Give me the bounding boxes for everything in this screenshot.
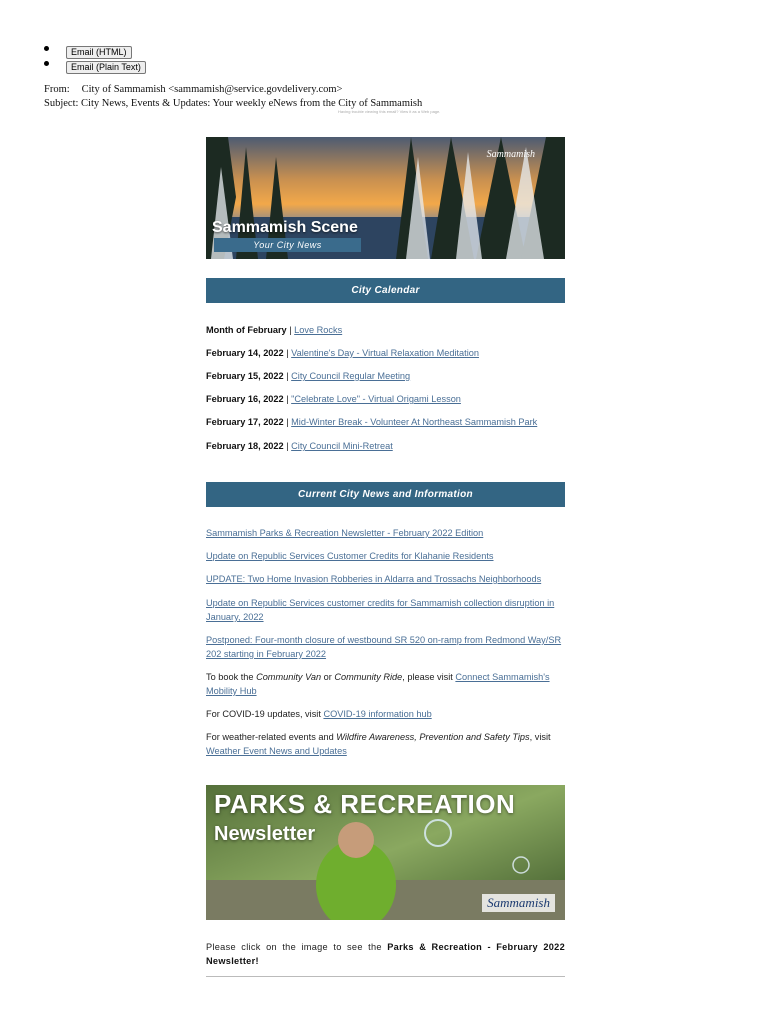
community-van-text [206,670,565,698]
van-text-pre: To book the [206,672,257,682]
parks-caption-bold: Parks & Recreation - February 2022 Newsletter! [206,942,565,966]
covid-text [206,707,565,721]
calendar-event-link[interactable]: Mid-Winter Break - Volunteer At Northeast Sammamish Park [291,417,538,427]
newsletter-title: Newsletter [214,823,316,845]
sammamish-scene-banner[interactable] [206,137,565,259]
news-link[interactable]: UPDATE: Two Home Invasion Robberies in Aldarra and Trossachs Neighborhoods [206,574,542,584]
calendar-date: February 18, 2022 [206,441,284,451]
calendar-item: February 18, 2022 | City Council Mini-Retreat [206,441,393,451]
news-item [206,549,565,563]
divider [206,976,565,977]
news-item [206,572,565,586]
covid-hub-link[interactable]: COVID-19 information hub [323,709,432,719]
format-item [56,57,146,71]
weather-news-link[interactable]: Weather Event News and Updates [206,746,347,756]
calendar-event-link[interactable]: City Council Regular Meeting [291,371,411,381]
weather-text-pre: For weather-related events and [206,732,337,742]
format-list [56,42,146,72]
parks-logo: Sammamish [482,894,555,912]
email-plain-text-button[interactable]: Email (Plain Text) [66,61,146,74]
parks-title: PARKS & RECREATION [214,789,516,819]
subject-value: City News, Events & Updates: Your weekly eNews from the City of Sammamish [81,98,423,109]
parks-newsletter-banner[interactable] [206,785,565,920]
calendar-event-link[interactable]: Love Rocks [294,325,343,335]
weather-text [206,730,565,758]
calendar-event-link[interactable]: Valentine's Day - Virtual Relaxation Meditation [291,348,479,358]
city-news-heading: Current City News and Information [206,482,565,507]
parks-caption [206,940,565,968]
from-line [44,84,342,95]
news-item [206,596,565,624]
calendar-item: Month of February | Love Rocks [206,325,343,335]
calendar-date: February 15, 2022 [206,371,284,381]
format-item [56,42,146,56]
subject-line [44,98,422,109]
news-item [206,526,565,540]
from-label: From: [44,84,70,95]
city-calendar-heading: City Calendar [206,278,565,303]
calendar-item: February 17, 2022 | Mid-Winter Break - Volunteer At Northeast Sammamish Park [206,417,538,427]
weather-text-em: Wildfire Awareness, Prevention and Safety Tips [336,732,530,742]
news-link[interactable]: Update on Republic Services customer credits for Sammamish collection disruption in January, 2022 [206,598,555,622]
news-item [206,633,565,661]
ride-text-em: Community Ride [334,672,403,682]
calendar-date: February 16, 2022 [206,394,284,404]
covid-text-pre: For COVID-19 updates, visit [206,709,324,719]
banner-title: Sammamish Scene [212,219,358,236]
banner-logo: Sammamish [486,149,535,160]
parks-caption-pre: Please click on the image to see the [206,942,388,952]
banner-subtitle: Your City News [214,238,361,252]
news-link[interactable]: Postponed: Four-month closure of westbound SR 520 on-ramp from Redmond Way/SR 202 starting in February 2022 [206,635,562,659]
calendar-item: February 14, 2022 | Valentine's Day - Virtual Relaxation Meditation [206,348,479,358]
subject-label: Subject: [44,98,79,109]
news-link[interactable]: Update on Republic Services Customer Credits for Klahanie Residents [206,551,494,561]
preheader-text: Having trouble viewing this email? View it as a Web page. [338,109,441,114]
calendar-item: February 16, 2022 | "Celebrate Love" - Virtual Origami Lesson [206,394,461,404]
weather-text-post: , visit [529,732,551,742]
news-link[interactable]: Sammamish Parks & Recreation Newsletter - February 2022 Edition [206,528,484,538]
calendar-date: February 14, 2022 [206,348,284,358]
calendar-event-link[interactable]: City Council Mini-Retreat [291,441,393,451]
van-text-post: , please visit [402,672,456,682]
van-text-mid: or [321,672,335,682]
email-html-button[interactable]: Email (HTML) [66,46,132,59]
calendar-event-link[interactable]: "Celebrate Love" - Virtual Origami Lesson [291,394,461,404]
van-text-em: Community Van [256,672,322,682]
calendar-date: Month of February [206,325,287,335]
from-value: City of Sammamish <sammamish@service.govdelivery.com> [81,84,343,95]
calendar-date: February 17, 2022 [206,417,284,427]
calendar-item: February 15, 2022 | City Council Regular Meeting [206,371,411,381]
mobility-hub-link[interactable]: Connect Sammamish's Mobility Hub [206,672,550,696]
